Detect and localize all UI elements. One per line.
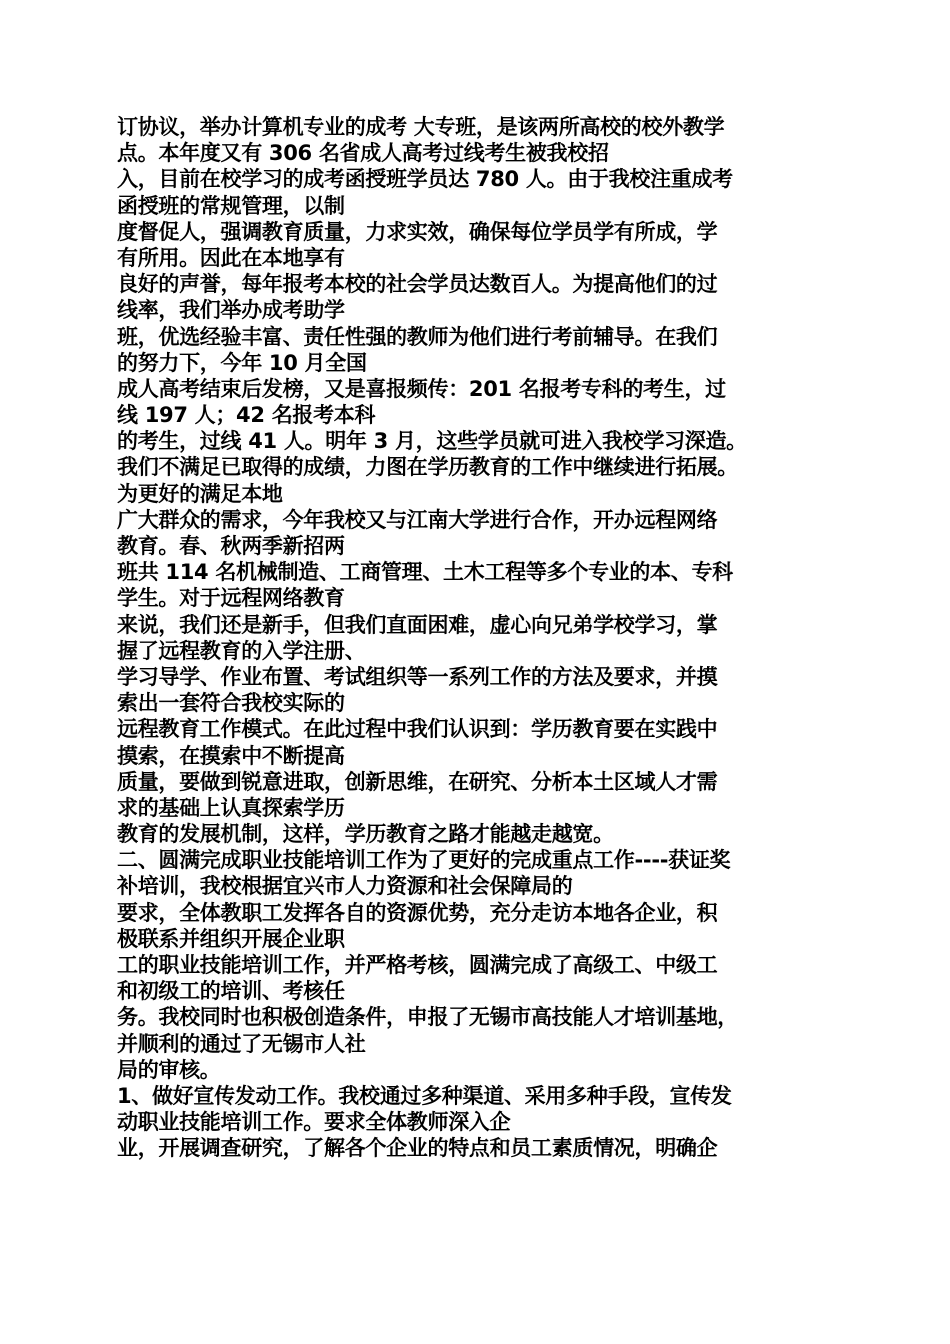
text-line: 务。我校同时也积极创造条件，申报了无锡市高技能人才培训基地， <box>117 1005 738 1030</box>
text-line: 线 197 人；42 名报考本科 <box>117 403 376 428</box>
text-line: 并顺利的通过了无锡市人社 <box>117 1031 366 1056</box>
text-line: 入，目前在校学习的成考函授班学员达 780 人。由于我校注重成考 <box>117 167 733 192</box>
text-line: 度督促人，强调教育质量，力求实效，确保每位学员学有所成，学 <box>117 219 718 244</box>
text-line: 远程教育工作模式。在此过程中我们认识到：学历教育要在实践中 <box>117 717 718 742</box>
text-line: 班共 114 名机械制造、工商管理、土木工程等多个专业的本、专科 <box>117 560 733 585</box>
text-line: 的考生，过线 41 人。明年 3 月，这些学员就可进入我校学习深造。 <box>117 429 747 454</box>
text-line: 的努力下，今年 10 月全国 <box>117 350 367 375</box>
text-line: 极联系并组织开展企业职 <box>117 926 345 951</box>
text-line: 和初级工的培训、考核任 <box>117 979 345 1004</box>
text-line: 握了远程教育的入学注册、 <box>117 638 366 663</box>
text-line: 学生。对于远程网络教育 <box>117 586 345 611</box>
text-line: 有所用。因此在本地享有 <box>117 245 345 270</box>
text-line: 动职业技能培训工作。要求全体教师深入企 <box>117 1110 511 1135</box>
text-line: 索出一套符合我校实际的 <box>117 691 345 716</box>
text-line: 质量，要做到锐意进取，创新思维，在研究、分析本土区域人才需 <box>117 769 718 794</box>
numbered-item: 1、做好宣传发动工作。我校通过多种渠道、采用多种手段，宣传发 <box>117 1083 732 1108</box>
text-line: 要求，全体教职工发挥各自的资源优势，充分走访本地各企业，积 <box>117 900 718 925</box>
text-line: 广大群众的需求，今年我校又与江南大学进行合作，开办远程网络 <box>117 507 718 532</box>
text-line: 成人高考结束后发榜，又是喜报频传：201 名报考专科的考生，过 <box>117 376 726 401</box>
text-line: 学习导学、作业布置、考试组织等一系列工作的方法及要求，并摸 <box>117 664 718 689</box>
text-line: 线率，我们举办成考助学 <box>117 298 345 323</box>
text-line: 点。本年度又有 306 名省成人高考过线考生被我校招 <box>117 141 609 166</box>
text-line: 摸索，在摸索中不断提高 <box>117 743 345 768</box>
text-line: 函授班的常规管理，以制 <box>117 193 345 218</box>
text-line: 教育。春、秋两季新招两 <box>117 534 345 558</box>
text-line: 我们不满足已取得的成绩，力图在学历教育的工作中继续进行拓展。 <box>117 455 738 480</box>
body-text <box>117 114 837 1162</box>
text-line: 业，开展调查研究，了解各个企业的特点和员工素质情况，明确企 <box>117 1136 718 1161</box>
text-line: 订协议，举办计算机专业的成考 大专班，是该两所高校的校外教学 <box>117 115 725 139</box>
text-line: 班，优选经验丰富、责任性强的教师为他们进行考前辅导。在我们 <box>117 324 718 349</box>
text-line: 教育的发展机制，这样，学历教育之路才能越走越宽。 <box>117 822 614 847</box>
section-heading: 二、圆满完成职业技能培训工作为了更好的完成重点工作----获证奖 <box>117 848 731 873</box>
text-line: 来说，我们还是新手，但我们直面困难，虚心向兄弟学校学习，掌 <box>117 612 718 637</box>
text-line: 求的基础上认真探索学历 <box>117 795 345 820</box>
text-line: 为更好的满足本地 <box>117 481 283 506</box>
text-line: 局的审核。 <box>117 1057 221 1082</box>
text-line: 工的职业技能培训工作，并严格考核，圆满完成了高级工、中级工 <box>117 953 718 977</box>
text-line: 补培训，我校根据宜兴市人力资源和社会保障局的 <box>117 874 573 899</box>
text-line: 良好的声誉，每年报考本校的社会学员达数百人。为提高他们的过 <box>117 272 718 297</box>
